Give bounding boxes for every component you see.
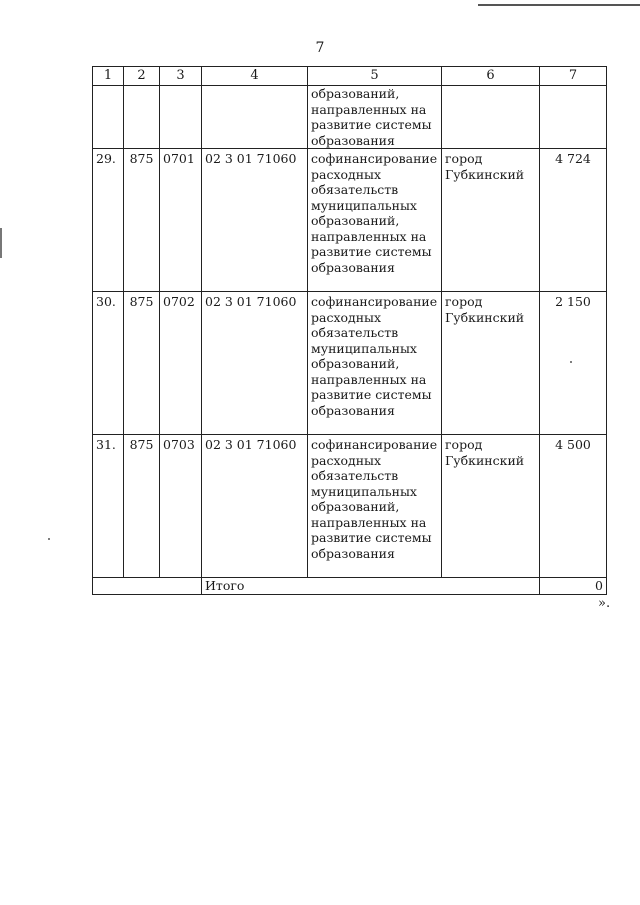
- cell-empty: [442, 86, 540, 149]
- header-cell-2: 2: [124, 67, 160, 86]
- cell-purpose: образований, направленных на развитие системы образования: [308, 86, 442, 149]
- cell-row-number: 31.: [93, 435, 124, 578]
- cell-amount: 4 500: [540, 435, 607, 578]
- header-cell-7: 7: [540, 67, 607, 86]
- cell-empty: [540, 86, 607, 149]
- binding-margin-mark: [0, 228, 5, 258]
- cell-amount: 4 724: [540, 149, 607, 292]
- cell-municipality: город Губкинский: [442, 292, 540, 435]
- total-row: [93, 578, 607, 595]
- cell-section-code: 0701: [160, 149, 202, 292]
- cell-purpose: софинансирование расходных обязательств муниципальных образований, направленных на развитие системы образования: [308, 149, 442, 292]
- cell-empty: [124, 86, 160, 149]
- table-row: [93, 292, 607, 435]
- cell-main-manager-code: 875: [124, 149, 160, 292]
- cell-target-article-code: 02 3 01 71060: [202, 435, 308, 578]
- scan-speck: [570, 361, 572, 363]
- continuation-row: [93, 86, 607, 149]
- table-header-row: [93, 67, 607, 86]
- header-cell-4: 4: [202, 67, 308, 86]
- cell-empty: [202, 86, 308, 149]
- budget-allocation-table: [92, 66, 607, 595]
- top-edge-rule: [478, 4, 640, 6]
- cell-municipality: город Губкинский: [442, 435, 540, 578]
- cell-section-code: 0703: [160, 435, 202, 578]
- scan-speck: [48, 538, 50, 540]
- table-row: [93, 435, 607, 578]
- cell-municipality: город Губкинский: [442, 149, 540, 292]
- cell-empty: [93, 86, 124, 149]
- cell-empty: [93, 578, 202, 595]
- cell-main-manager-code: 875: [124, 435, 160, 578]
- cell-amount: 2 150: [540, 292, 607, 435]
- header-cell-1: 1: [93, 67, 124, 86]
- cell-purpose: софинансирование расходных обязательств муниципальных образований, направленных на развитие системы образования: [308, 292, 442, 435]
- cell-target-article-code: 02 3 01 71060: [202, 292, 308, 435]
- header-cell-5: 5: [308, 67, 442, 86]
- cell-target-article-code: 02 3 01 71060: [202, 149, 308, 292]
- cell-row-number: 30.: [93, 292, 124, 435]
- page-number: 7: [315, 40, 325, 56]
- cell-section-code: 0702: [160, 292, 202, 435]
- total-sum: 0: [540, 578, 607, 595]
- table-body: [93, 149, 607, 578]
- cell-empty: [160, 86, 202, 149]
- header-cell-6: 6: [442, 67, 540, 86]
- total-label: Итого: [202, 578, 540, 595]
- cell-purpose: софинансирование расходных обязательств муниципальных образований, направленных на развитие системы образования: [308, 435, 442, 578]
- header-cell-3: 3: [160, 67, 202, 86]
- table-row: [93, 149, 607, 292]
- closing-quote-mark: ».: [598, 596, 611, 611]
- cell-main-manager-code: 875: [124, 292, 160, 435]
- cell-row-number: 29.: [93, 149, 124, 292]
